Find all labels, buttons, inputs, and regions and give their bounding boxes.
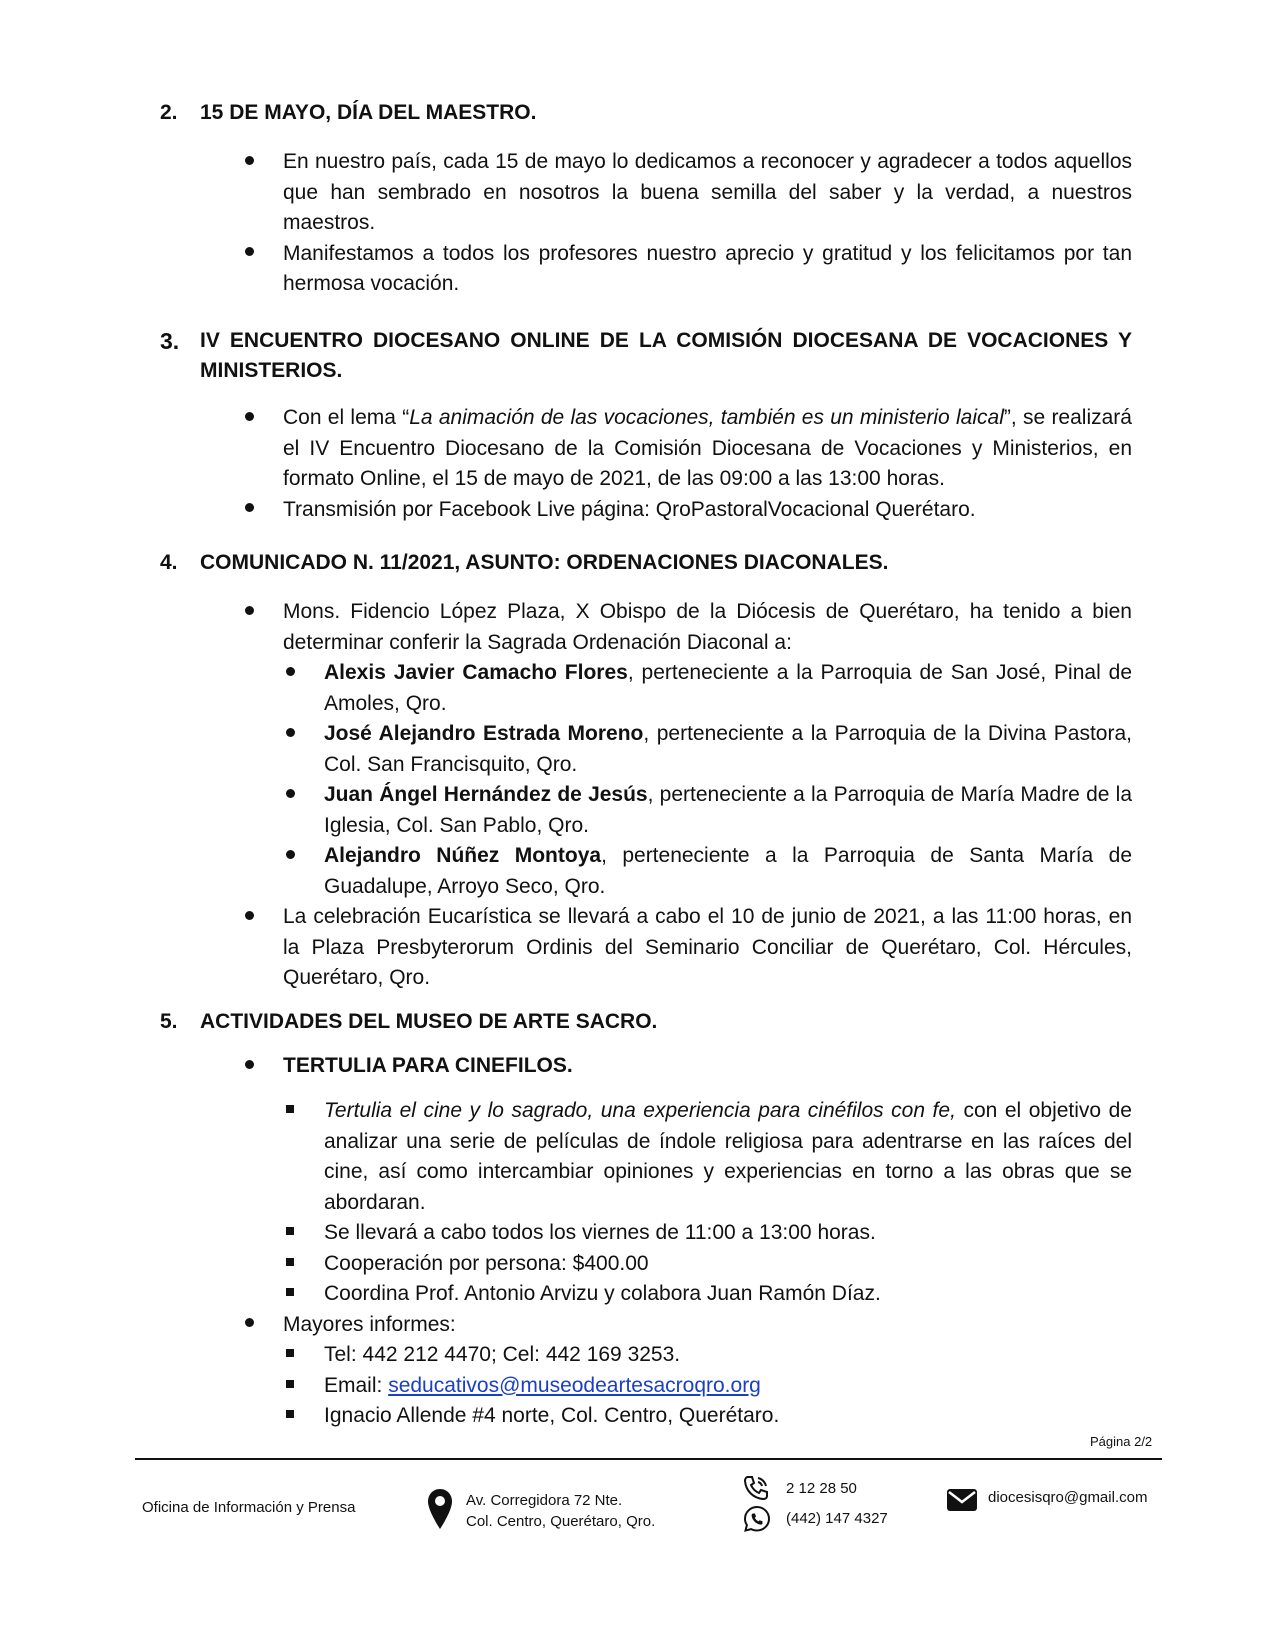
footer-address [466, 1490, 655, 1532]
square-bullet-icon [286, 1249, 294, 1280]
bullet-icon [245, 147, 254, 178]
tertulia-item: Coordina Prof. Antonio Arvizu y colabora Juan Ramón Díaz. [324, 1279, 1132, 1310]
tertulia-title: Tertulia el cine y lo sagrado, una experiencia para cinéfilos con fe, [324, 1099, 956, 1122]
square-bullet-icon [286, 1279, 294, 1310]
contact-list [324, 1340, 1132, 1432]
section-2-heading [160, 98, 1132, 128]
motto-text: La animación de las vocaciones, también es un ministerio laical [409, 406, 1004, 429]
location-pin-icon [427, 1488, 453, 1530]
ordinand-name: Juan Ángel Hernández de Jesús [324, 783, 648, 806]
ordinand-name: Alexis Javier Camacho Flores [324, 661, 628, 684]
bullet-icon [245, 597, 254, 628]
tertulia-list [324, 1096, 1132, 1310]
section-number: 2. [160, 101, 178, 124]
bullet-icon [245, 902, 254, 933]
ordinand-item: Juan Ángel Hernández de Jesús, perteneciente a la Parroquia de María Madre de la Iglesia, Col. San Pablo, Qro. [324, 780, 1132, 841]
address-line: Av. Corregidora 72 Nte. [466, 1492, 623, 1509]
section-5-list [283, 1051, 1132, 1095]
section-5-heading [160, 1007, 1132, 1037]
email-link[interactable]: seducativos@museodeartesacroqro.org [388, 1373, 761, 1397]
list-item: Con el lema “La animación de las vocaciones, también es un ministerio laical”, se realizará el IV Encuentro Diocesano de la Comisión Diocesana de Vocaciones y Ministerios, en formato Online, el 15 de mayo de 2021, de las 09:00 a las 13:00 horas. [283, 403, 1132, 495]
footer-divider [135, 1458, 1162, 1460]
contact-item: Tel: 442 212 4470; Cel: 442 169 3253. [324, 1340, 1132, 1371]
footer-phone: 2 12 28 50 [786, 1480, 857, 1497]
phone-icon [742, 1474, 770, 1502]
section-number: 4. [160, 551, 178, 574]
footer-whatsapp: (442) 147 4327 [786, 1510, 888, 1527]
square-bullet-icon [286, 1371, 294, 1402]
section-2-list [283, 147, 1132, 300]
section-title: ACTIVIDADES DEL MUSEO DE ARTE SACRO. [200, 1010, 658, 1033]
section-number: 3. [160, 328, 180, 354]
bullet-icon [286, 780, 295, 811]
square-bullet-icon [286, 1096, 294, 1127]
section-title: IV ENCUENTRO DIOCESANO ONLINE DE LA COMISIÓN DIOCESANA DE VOCACIONES Y MINISTERIOS. [200, 329, 1132, 382]
ordinand-name: Alejandro Núñez Montoya [324, 844, 602, 867]
bullet-icon [245, 495, 254, 526]
list-item [283, 1051, 1132, 1082]
bullet-icon [245, 239, 254, 270]
bullet-icon [286, 658, 295, 689]
section-4-heading [160, 548, 1132, 578]
ordinand-item: José Alejandro Estrada Moreno, perteneciente a la Parroquia de la Divina Pastora, Col. San Francisquito, Qro. [324, 719, 1132, 780]
square-bullet-icon [286, 1340, 294, 1371]
section-number: 5. [160, 1010, 178, 1033]
square-bullet-icon [286, 1218, 294, 1249]
section-3-heading [160, 326, 1132, 386]
ordinand-name: José Alejandro Estrada Moreno [324, 722, 644, 745]
whatsapp-icon [743, 1505, 771, 1533]
ordinand-item: Alexis Javier Camacho Flores, perteneciente a la Parroquia de San José, Pinal de Amoles, Qro. [324, 658, 1132, 719]
bullet-icon [245, 403, 254, 434]
section-3-list [283, 403, 1132, 525]
section-5-sublist [283, 1096, 1132, 1432]
list-item: La celebración Eucarística se llevará a cabo el 10 de junio de 2021, a las 11:00 horas, en la Plaza Presbyterorum Ordinis del Seminario Conciliar de Querétaro, Col. Hércules, Querétaro, Qro. [283, 902, 1132, 994]
address-line: Col. Centro, Querétaro, Qro. [466, 1513, 656, 1530]
section-title: 15 DE MAYO, DÍA DEL MAESTRO. [200, 101, 537, 124]
square-bullet-icon [286, 1401, 294, 1432]
contact-item: Email: seducativos@museodeartesacroqro.org [324, 1371, 1132, 1402]
section-title: COMUNICADO N. 11/2021, ASUNTO: ORDENACIONES DIACONALES. [200, 551, 889, 574]
bullet-icon [245, 1310, 254, 1341]
envelope-icon [946, 1487, 978, 1513]
bullet-icon [286, 719, 295, 750]
list-item: En nuestro país, cada 15 de mayo lo dedicamos a reconocer y agradecer a todos aquellos que han sembrado en nosotros la buena semilla del saber y la verdad, a nuestros maestros. [283, 147, 1132, 239]
ordinands-list [324, 658, 1132, 902]
bullet-icon [245, 1051, 254, 1082]
list-item: Manifestamos a todos los profesores nuestro aprecio y gratitud y los felicitamos por tan hermosa vocación. [283, 239, 1132, 300]
contact-item: Ignacio Allende #4 norte, Col. Centro, Querétaro. [324, 1401, 1132, 1432]
subheading: TERTULIA PARA CINEFILOS. [283, 1054, 573, 1077]
list-item: Mayores informes: Tel: 442 212 4470; Cel: 442 169 3253. Email: seducativos@museodeartesacroqro.org Ignacio Allende #4 norte, Col. Centro, Querétaro. [283, 1310, 1132, 1432]
bullet-icon [286, 841, 295, 872]
tertulia-item: Se llevará a cabo todos los viernes de 11:00 a 13:00 horas. [324, 1218, 1132, 1249]
tertulia-item: Tertulia el cine y lo sagrado, una experiencia para cinéfilos con fe, con el objetivo de analizar una serie de películas de índole religiosa para adentrarse en las raíces del cine, así como intercambiar opiniones y experiencias en torno a las obras que se abordaran. [324, 1096, 1132, 1218]
list-item: Transmisión por Facebook Live página: QroPastoralVocacional Querétaro. [283, 495, 1132, 526]
list-item [283, 1096, 1132, 1310]
list-item: Mons. Fidencio López Plaza, X Obispo de la Diócesis de Querétaro, ha tenido a bien determinar conferir la Sagrada Ordenación Diaconal a: Alexis Javier Camacho Flores, perteneciente a la Parroquia de San José, Pinal de Amoles, Qro. José Alejandro Estrada Moreno, perteneciente a la Parroquia de la Divina Pastora, Col. San Francisquito, Qro. Juan Ángel Hernández de Jesús, perteneciente a la Parroquia de María Madre de la Iglesia, Col. San Pablo, Qro. Alejandro Núñez Montoya, perteneciente a la Parroquia de Santa María de Guadalupe, Arroyo Seco, Qro. [283, 597, 1132, 902]
ordinand-item: Alejandro Núñez Montoya, perteneciente a la Parroquia de Santa María de Guadalupe, Arroyo Seco, Qro. [324, 841, 1132, 902]
footer-email: diocesisqro@gmail.com [988, 1489, 1148, 1506]
tertulia-item: Cooperación por persona: $400.00 [324, 1249, 1132, 1280]
page-number: Página 2/2 [1090, 1434, 1153, 1449]
section-4-list [283, 597, 1132, 994]
footer-office: Oficina de Información y Prensa [142, 1499, 356, 1516]
